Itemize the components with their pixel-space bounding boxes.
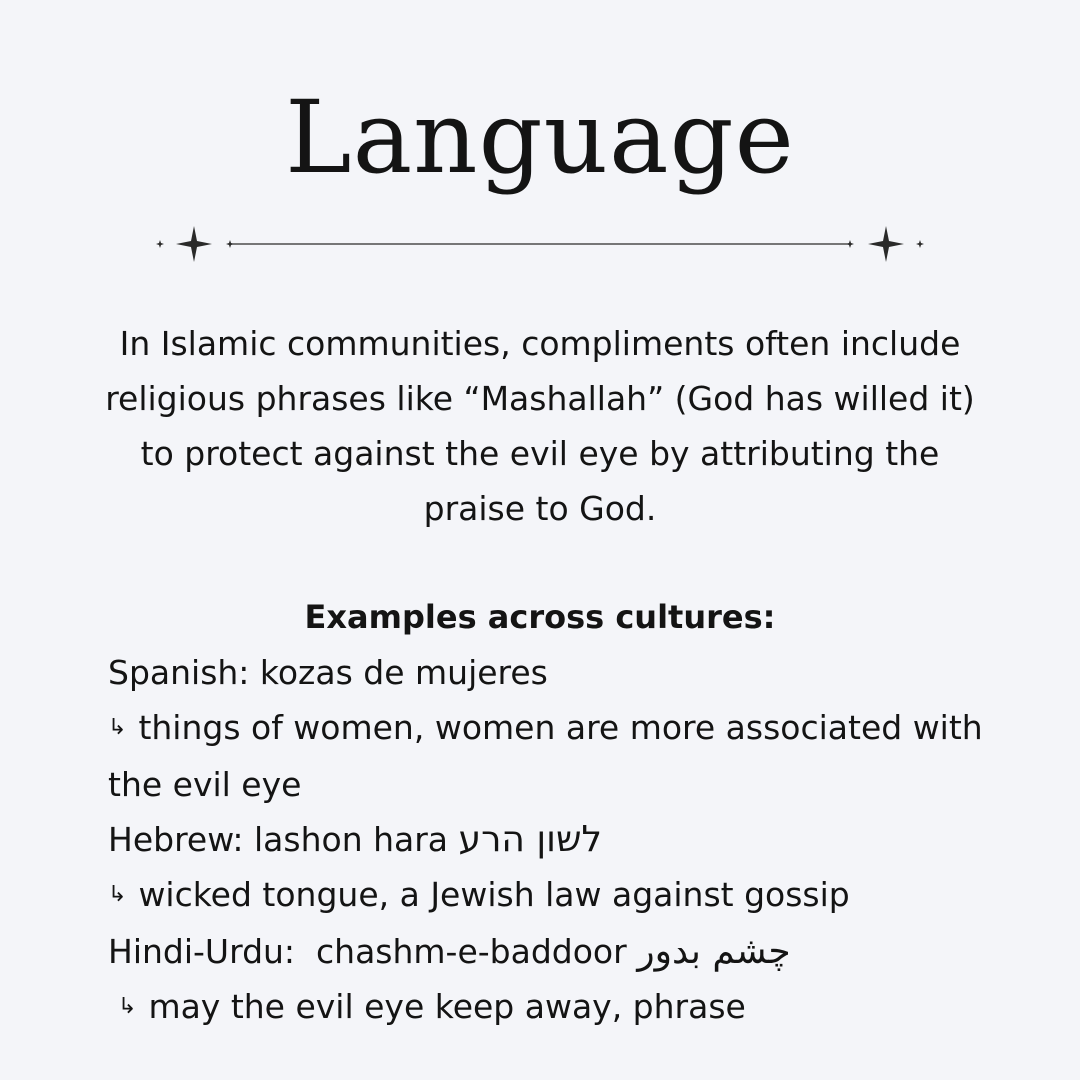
- example-meaning-hindi-urdu: ↳ may the evil eye keep away, phrase: [108, 979, 988, 1036]
- hebrew-script: לשון הרע: [458, 819, 602, 860]
- intro-paragraph: In Islamic communities, compliments often include religious phrases like “Mashallah” (God has willed it) to protect against the evil eye by attributing the praise to God.: [105, 324, 975, 528]
- sparkle-star-icon: [846, 240, 854, 248]
- arrow-return-icon: ↳: [118, 994, 137, 1019]
- example-meaning-hebrew: ↳ wicked tongue, a Jewish law against gossip: [108, 867, 988, 924]
- examples-heading: Examples across cultures:: [304, 598, 776, 636]
- sparkle-star-icon: [156, 240, 164, 248]
- example-term-hindi-urdu: Hindi-Urdu: chashm-e-baddoor چشم بدور: [108, 931, 791, 972]
- arrow-return-icon: ↳: [108, 715, 127, 740]
- decorative-divider: [150, 224, 930, 264]
- sparkle-star-icon: [176, 226, 212, 262]
- sparkle-star-icon: [868, 226, 904, 262]
- example-term-spanish: Spanish: kozas de mujeres: [108, 653, 548, 692]
- sparkle-star-icon: [226, 240, 234, 248]
- example-meaning-spanish: ↳ things of women, women are more associated with the evil eye: [108, 700, 988, 812]
- example-term-hebrew: Hebrew: lashon hara לשון הרע: [108, 819, 602, 860]
- sparkle-star-icon: [916, 240, 924, 248]
- urdu-script: چشم بدور: [637, 931, 791, 972]
- page-title: Language: [285, 79, 795, 196]
- examples-list: [108, 645, 988, 1036]
- arrow-return-icon: ↳: [108, 882, 127, 907]
